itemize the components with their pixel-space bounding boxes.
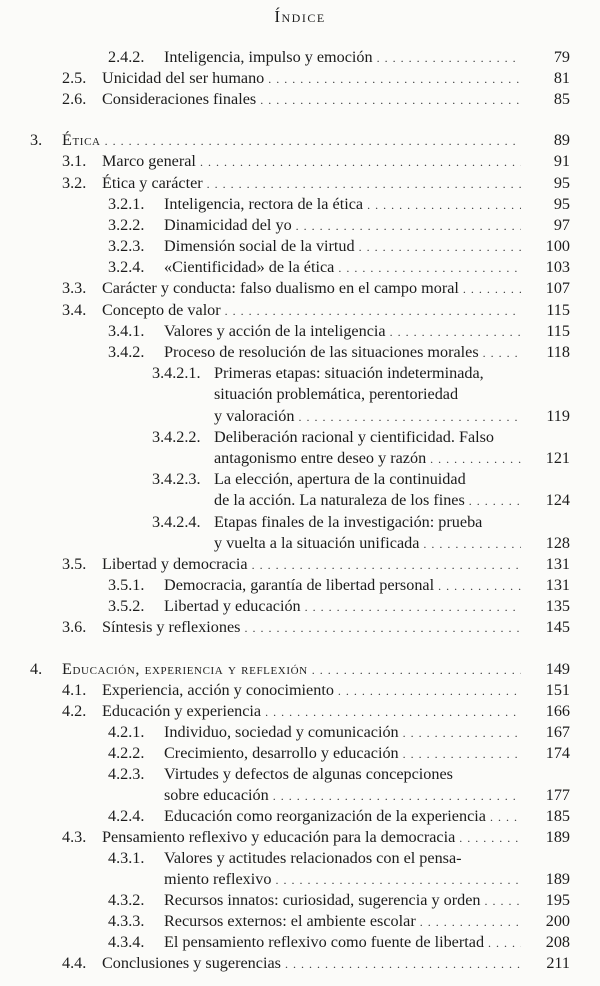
toc-number: 3.4.2.1. xyxy=(152,364,201,382)
toc-entry-continuation xyxy=(164,785,525,807)
dot-leader xyxy=(420,912,521,933)
toc-title: Valores y actitudes relacionados con el pensa- xyxy=(164,849,462,867)
toc-number: 3.4.2. xyxy=(108,343,145,361)
dot-leader xyxy=(469,491,521,512)
dot-leader xyxy=(483,343,521,364)
toc-number: 3.4. xyxy=(62,301,87,319)
toc-entry xyxy=(108,764,453,785)
toc-title: Carácter y conducta: falso dualismo en el campo moral xyxy=(102,279,459,297)
dot-leader xyxy=(268,69,521,90)
toc-number: 4.4. xyxy=(62,954,87,972)
dot-leader xyxy=(105,131,521,152)
toc-number: 4.2.1. xyxy=(108,723,145,741)
toc-title: Inteligencia, impulso y emoción xyxy=(164,48,373,66)
toc-title: Síntesis y reflexiones xyxy=(102,618,241,636)
toc-page-number: 200 xyxy=(545,912,570,930)
toc-entry xyxy=(108,342,525,364)
toc-title: Unicidad del ser humano xyxy=(102,69,265,87)
toc-page-number: 115 xyxy=(546,301,570,319)
toc-number: 2.6. xyxy=(62,90,87,108)
dot-leader xyxy=(490,807,521,828)
toc-title: Concepto de valor xyxy=(102,301,221,319)
toc-number: 4. xyxy=(30,660,43,678)
toc-number: 3.4.2.2. xyxy=(152,428,201,446)
dot-leader xyxy=(338,258,521,279)
toc-page-number: 97 xyxy=(553,216,570,234)
toc-entry xyxy=(62,68,525,90)
dot-leader xyxy=(430,449,521,470)
toc-title: Crecimiento, desarrollo y educación xyxy=(164,744,399,762)
toc-title-continuation: y vuelta a la situación unificada xyxy=(214,534,420,552)
toc-page-number: 107 xyxy=(545,279,570,297)
toc-entry xyxy=(108,321,525,343)
toc-number: 3.6. xyxy=(62,618,87,636)
dot-leader xyxy=(390,322,521,343)
toc-page-number: 151 xyxy=(545,681,570,699)
toc-number: 3.2.4. xyxy=(108,258,145,276)
toc-entry xyxy=(62,278,525,300)
toc-title: Etapas finales de la investigación: prueba xyxy=(214,513,483,531)
toc-entry-continuation xyxy=(214,406,525,428)
toc-page-number: 121 xyxy=(545,449,570,467)
toc-number: 3.5. xyxy=(62,555,87,573)
toc-page-number: 89 xyxy=(553,131,570,149)
toc-chapter-title: Ética xyxy=(62,131,101,149)
toc-page-number: 124 xyxy=(545,491,570,509)
dot-leader xyxy=(338,681,521,702)
dot-leader xyxy=(403,723,521,744)
toc-entry xyxy=(62,89,525,111)
toc-entry xyxy=(152,363,484,384)
toc-number: 2.5. xyxy=(62,69,87,87)
toc-title: Experiencia, acción y conocimiento xyxy=(102,681,334,699)
toc-number: 3.3. xyxy=(62,279,87,297)
dot-leader xyxy=(275,870,521,891)
toc-chapter-title: Educación, experiencia y reflexión xyxy=(62,660,308,678)
toc-chapter-entry xyxy=(30,659,525,681)
toc-number: 3. xyxy=(30,131,43,149)
toc-entry xyxy=(108,722,525,744)
toc-entry xyxy=(62,173,525,195)
toc-title: Educación como reorganización de la experiencia xyxy=(164,807,486,825)
toc-number: 4.2. xyxy=(62,702,87,720)
toc-number: 3.2. xyxy=(62,174,87,192)
toc-number: 3.2.2. xyxy=(108,216,145,234)
toc-page-number: 131 xyxy=(545,555,570,573)
toc-number: 4.3.2. xyxy=(108,891,145,909)
toc-page-number: 167 xyxy=(545,723,570,741)
toc-entry xyxy=(108,932,525,954)
toc-number: 3.5.2. xyxy=(108,597,145,615)
dot-leader xyxy=(305,597,521,618)
dot-leader xyxy=(296,216,521,237)
toc-page-number: 195 xyxy=(545,891,570,909)
toc-title: Conclusiones y sugerencias xyxy=(102,954,281,972)
dot-leader xyxy=(260,90,521,111)
toc-entry xyxy=(108,596,525,618)
toc-page-number: 91 xyxy=(553,152,570,170)
toc-page-number: 189 xyxy=(545,870,570,888)
toc-entry xyxy=(108,236,525,258)
toc-page-number: 103 xyxy=(545,258,570,276)
page-header: Índice xyxy=(274,7,326,26)
toc-entry xyxy=(62,300,525,322)
toc-number: 4.3. xyxy=(62,828,87,846)
toc-entry xyxy=(108,911,525,933)
dot-leader xyxy=(403,744,521,765)
toc-page-number: 85 xyxy=(553,90,570,108)
dot-leader xyxy=(207,174,521,195)
toc-title: Dinamicidad del yo xyxy=(164,216,292,234)
toc-page-number: 128 xyxy=(545,534,570,552)
toc-page-number: 208 xyxy=(545,933,570,951)
toc-page-number: 131 xyxy=(545,576,570,594)
toc-page-number: 135 xyxy=(545,597,570,615)
toc-entry xyxy=(62,617,525,639)
dot-leader xyxy=(244,618,521,639)
toc-entry xyxy=(108,47,525,69)
toc-entry xyxy=(108,575,525,597)
toc-title-continuation: y valoración xyxy=(214,407,295,425)
toc-entry-continuation xyxy=(214,448,525,470)
toc-number: 3.4.2.4. xyxy=(152,513,201,531)
dot-leader xyxy=(377,48,521,69)
dot-leader xyxy=(438,576,521,597)
toc-number: 3.4.2.3. xyxy=(152,470,201,488)
toc-entry xyxy=(152,469,466,490)
toc-title: Valores y acción de la inteligencia xyxy=(164,322,386,340)
toc-number: 4.3.4. xyxy=(108,933,145,951)
toc-page-number: 95 xyxy=(553,174,570,192)
dot-leader xyxy=(423,534,521,555)
toc-title: Primeras etapas: situación indeterminada, xyxy=(214,364,484,382)
dot-leader xyxy=(312,660,521,681)
toc-title: El pensamiento reflexivo como fuente de libertad xyxy=(164,933,485,951)
toc-entry xyxy=(108,848,462,869)
toc-page-number: 118 xyxy=(546,343,570,361)
toc-number: 4.2.3. xyxy=(108,765,145,783)
dot-leader xyxy=(488,933,521,954)
toc-number: 4.3.3. xyxy=(108,912,145,930)
dot-leader xyxy=(359,237,521,258)
toc-title: Libertad y democracia xyxy=(102,555,248,573)
toc-entry-continuation xyxy=(214,490,525,512)
toc-title: Deliberación racional y cientificidad. Falso xyxy=(214,428,495,446)
toc-number: 4.2.4. xyxy=(108,807,145,825)
toc-entry xyxy=(152,512,482,533)
toc-number: 4.1. xyxy=(62,681,87,699)
toc-title: «Cientificidad» de la ética xyxy=(164,258,335,276)
toc-entry xyxy=(108,806,525,828)
toc-page-number: 145 xyxy=(545,618,570,636)
toc-title: Recursos innatos: curiosidad, sugerencia y orden xyxy=(164,891,481,909)
toc-page-number: 189 xyxy=(545,828,570,846)
toc-entry xyxy=(108,215,525,237)
toc-entry xyxy=(108,257,525,279)
toc-page-number: 211 xyxy=(546,954,570,972)
toc-page-number: 115 xyxy=(546,322,570,340)
toc-page-number: 100 xyxy=(545,237,570,255)
toc-entry xyxy=(108,194,525,216)
dot-leader xyxy=(265,702,521,723)
dot-leader xyxy=(225,301,521,322)
toc-entry xyxy=(62,151,525,173)
toc-title: Marco general xyxy=(102,152,196,170)
toc-title-continuation: antagonismo entre deseo y razón xyxy=(214,449,427,467)
toc-title: Educación y experiencia xyxy=(102,702,262,720)
toc-page-number: 174 xyxy=(545,744,570,762)
dot-leader xyxy=(367,195,521,216)
dot-leader xyxy=(200,152,521,173)
dot-leader xyxy=(484,891,521,912)
toc-entry xyxy=(62,554,525,576)
toc-chapter-entry xyxy=(30,130,525,152)
dot-leader xyxy=(463,279,521,300)
toc-number: 3.1. xyxy=(62,152,87,170)
toc-entry-continuation xyxy=(214,533,525,555)
toc-number: 3.5.1. xyxy=(108,576,145,594)
toc-page-number: 79 xyxy=(553,48,570,66)
dot-leader xyxy=(285,954,521,975)
toc-title: Consideraciones finales xyxy=(102,90,257,108)
toc-title-continuation: sobre educación xyxy=(164,786,269,804)
toc-page-number: 185 xyxy=(545,807,570,825)
toc-entry xyxy=(108,890,525,912)
toc-number: 2.4.2. xyxy=(108,48,145,66)
toc-title-continuation: miento reflexivo xyxy=(164,870,272,888)
toc-title: Dimensión social de la virtud xyxy=(164,237,355,255)
dot-leader xyxy=(459,828,521,849)
toc-entry xyxy=(62,827,525,849)
toc-number: 4.2.2. xyxy=(108,744,145,762)
toc-number: 3.4.1. xyxy=(108,322,145,340)
toc-page-number: 119 xyxy=(546,407,570,425)
toc-entry xyxy=(62,680,525,702)
dot-leader xyxy=(252,555,521,576)
dot-leader xyxy=(298,407,521,428)
toc-number: 3.2.1. xyxy=(108,195,145,213)
toc-title: La elección, apertura de la continuidad xyxy=(214,470,466,488)
toc-title: Ética y carácter xyxy=(102,174,203,192)
toc-page-number: 149 xyxy=(545,660,570,678)
toc-page-number: 81 xyxy=(553,69,570,87)
toc-title: Libertad y educación xyxy=(164,597,301,615)
toc-page-number: 166 xyxy=(545,702,570,720)
toc-entry xyxy=(108,743,525,765)
toc-page-number: 177 xyxy=(545,786,570,804)
toc-title: Recursos externos: el ambiente escolar xyxy=(164,912,416,930)
toc-entry-continuation xyxy=(164,869,525,891)
toc-title: Inteligencia, rectora de la ética xyxy=(164,195,364,213)
toc-title: Proceso de resolución de las situaciones morales xyxy=(164,343,479,361)
toc-title-continuation: de la acción. La naturaleza de los fines xyxy=(214,491,465,509)
toc-title: Virtudes y defectos de algunas concepciones xyxy=(164,765,453,783)
dot-leader xyxy=(273,786,521,807)
toc-entry xyxy=(62,701,525,723)
toc-title: Pensamiento reflexivo y educación para la democracia xyxy=(102,828,456,846)
toc-title-continuation: situación problemática, perentoriedad xyxy=(214,385,459,403)
toc-number: 3.2.3. xyxy=(108,237,145,255)
toc-entry xyxy=(62,953,525,975)
toc-page-number: 95 xyxy=(553,195,570,213)
toc-entry xyxy=(152,427,494,448)
toc-title: Democracia, garantía de libertad personal xyxy=(164,576,435,594)
toc-number: 4.3.1. xyxy=(108,849,145,867)
toc-title: Individuo, sociedad y comunicación xyxy=(164,723,399,741)
